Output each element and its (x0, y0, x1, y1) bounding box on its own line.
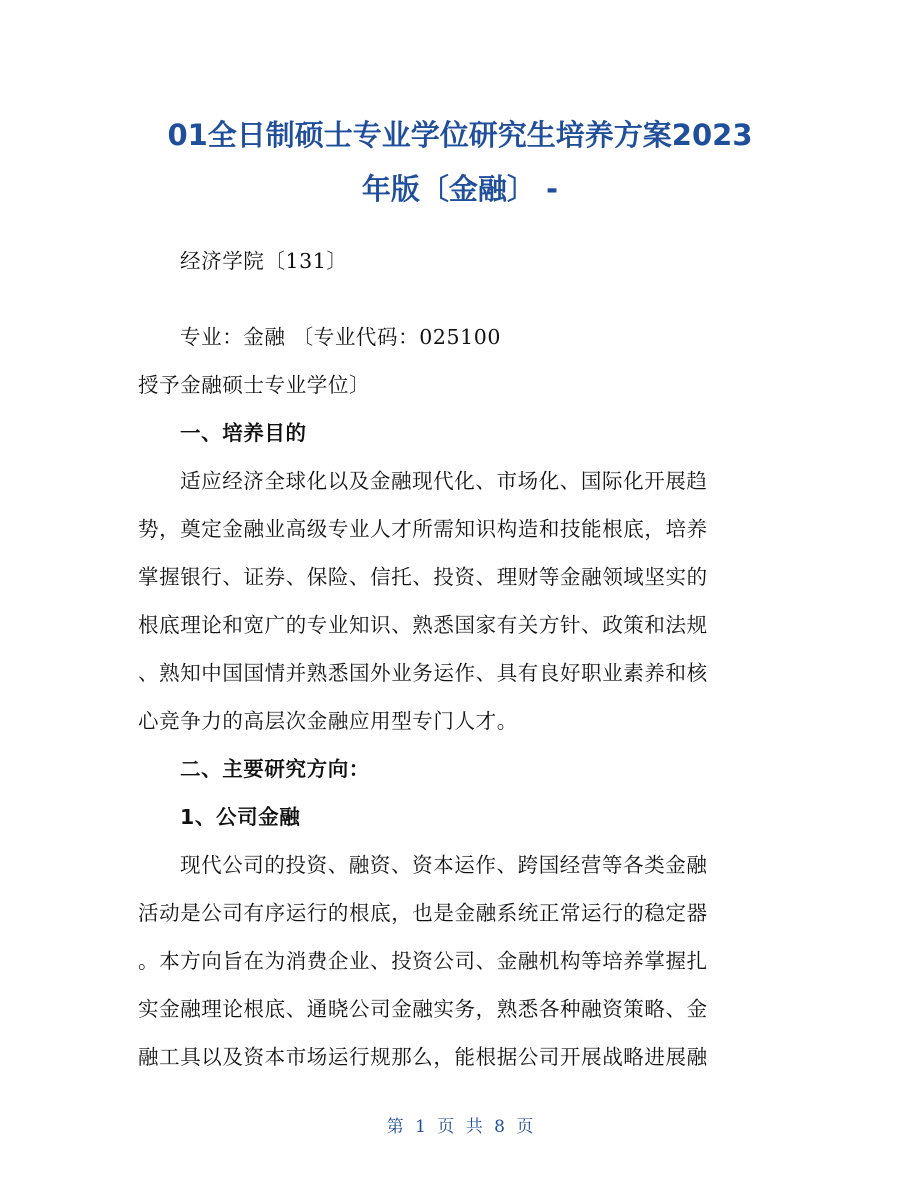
paragraph-line: 适应经济全球化以及金融现代化、市场化、国际化开展趋 (180, 469, 708, 493)
section-2-subheading: 1、公司金融 (180, 805, 301, 829)
document-title-line-1: 01全日制硕士专业学位研究生培养方案2023 (167, 118, 753, 152)
section-2-heading: 二、主要研究方向： (180, 757, 370, 781)
document-title-line-2: 年版〔金融〕 - (361, 172, 559, 206)
paragraph-line: 。本方向旨在为消费企业、投资公司、金融机构等培养掌握扎 (138, 949, 708, 973)
paragraph-line: 、熟知中国国情并熟悉国外业务运作、具有良好职业素养和核 (138, 661, 708, 685)
paragraph-line: 掌握银行、证券、保险、信托、投资、理财等金融领域坚实的 (138, 565, 708, 589)
major-line: 专业：金融 〔专业代码：025100 (180, 325, 502, 349)
degree-line: 授予金融硕士专业学位〕 (138, 373, 371, 397)
paragraph-line: 根底理论和宽广的专业知识、熟悉国家有关方针、政策和法规 (138, 613, 708, 637)
page-footer: 第 1 页 共 8 页 (386, 1117, 534, 1137)
college-line: 经济学院〔131〕 (180, 249, 348, 273)
section-1-heading: 一、培养目的 (180, 421, 307, 445)
paragraph-line: 势，奠定金融业高级专业人才所需知识构造和技能根底，培养 (138, 517, 708, 541)
paragraph-line: 现代公司的投资、融资、资本运作、跨国经营等各类金融 (180, 853, 708, 877)
paragraph-line: 活动是公司有序运行的根底，也是金融系统正常运行的稳定器 (138, 901, 708, 925)
paragraph-line: 实金融理论根底、通晓公司金融实务，熟悉各种融资策略、金 (138, 997, 708, 1021)
paragraph-line: 心竞争力的高层次金融应用型专门人才。 (138, 709, 518, 733)
paragraph-line: 融工具以及资本市场运行规那么，能根据公司开展战略进展融 (138, 1045, 708, 1069)
